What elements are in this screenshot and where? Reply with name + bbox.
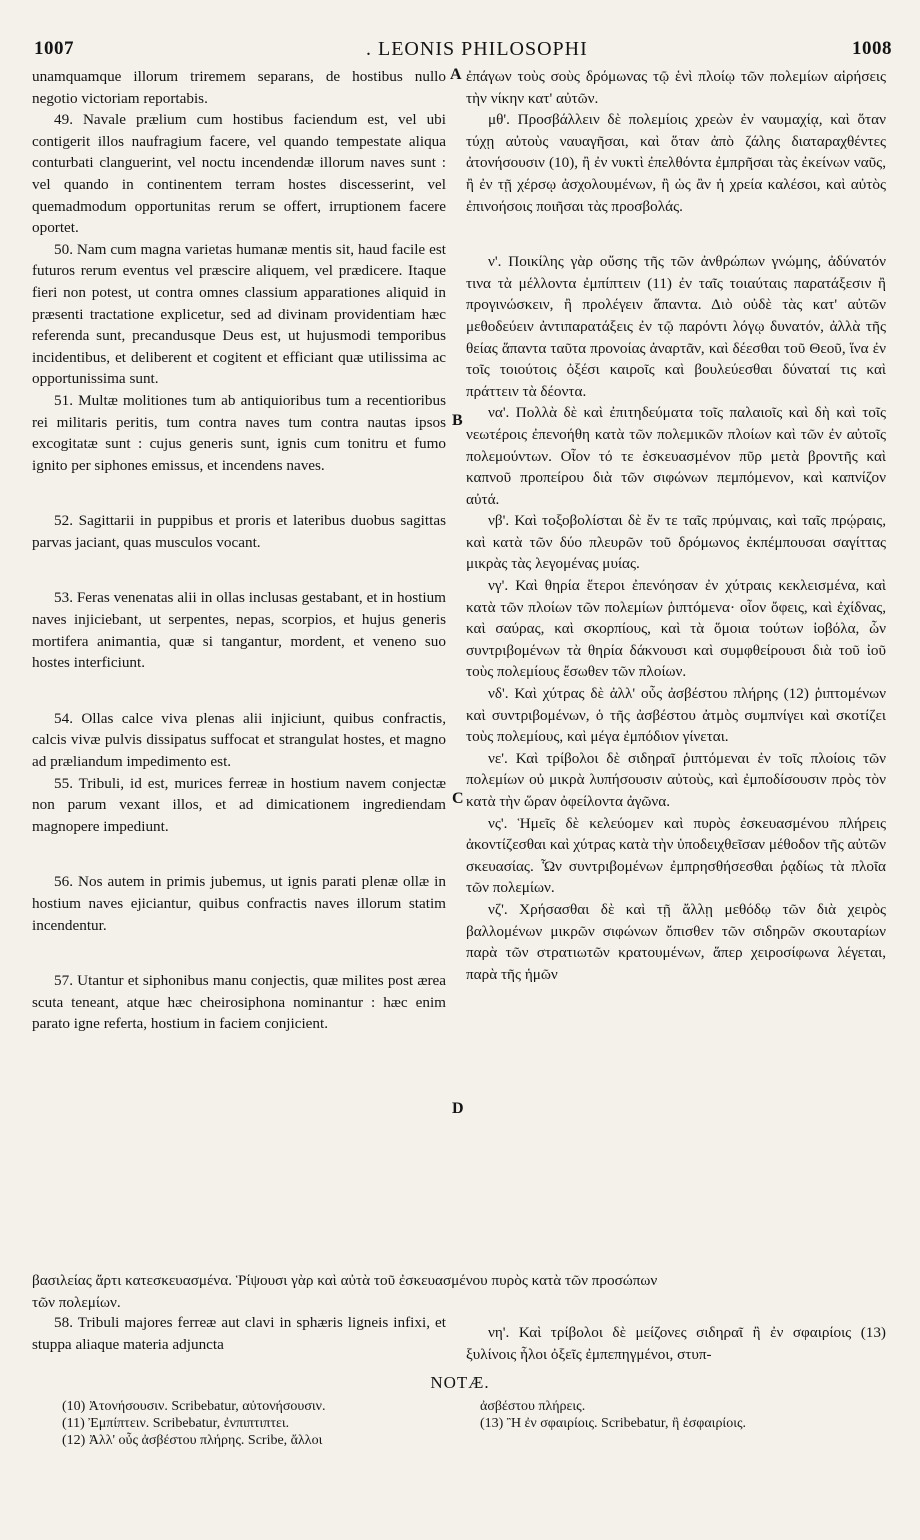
greek-paragraph-58: νη'. Καὶ τρίβολοι δὲ μείζονες σιδηραῖ ἢ ἐν σφαιρίοις (13) ξυλίνοις ἧλοι ὀξεῖς ἐμπεπηγμένοι, στυπ- <box>466 1324 886 1363</box>
greek-paragraph-54: νδ'. Καὶ χύτρας δὲ ἀλλ' οὖς ἀσβέστου πλήρης (12) ῥιπτομένων καὶ συντριβομένων, ὁ τῆς ἀσβέστου ἀτμὸς συμπνίγει καὶ σκοτίζει τοὺς πολεμίους, καὶ μέγα ἐμπόδιον γίνεται. <box>466 685 886 746</box>
bridge-line-1: βασιλείας ἄρτι κατεσκευασμένα. Ῥίψουσι γὰρ καὶ αὐτὰ τοῦ ἐσκευασμένου πυρὸς κατὰ τῶν προσώπων <box>32 1272 658 1289</box>
greek-paragraph-56: νς'. Ἡμεῖς δὲ κελεύομεν καὶ πυρὸς ἐσκευασμένου πλήρεις ἀκοντίζεσθαι καὶ χύτρας κατὰ τὴν ὑποδειχθεῖσαν μέθοδον τῆς αὐτῶν σκευασίας. Ὧν συντριβομένων ἐμπρησθήσεσθαι ῥᾳδίως τὰ πλοῖα τῶν πολεμίων. <box>466 814 886 897</box>
latin-paragraph-52: 52. Sagittarii in puppibus et proris et lateribus duobus sagittas parvas jaciant, quas musculos vocant. <box>32 512 446 551</box>
note-13: (13) Ἢ ἐν σφαιρίοις. Scribebatur, ἢ ἐσφαιρίοις. <box>480 1416 747 1431</box>
latin-paragraph-56: 56. Nos autem in primis jubemus, ut ignis parati plenæ ollæ in hostium naves ejiciantur, quibus confractis naves illorum statim incendentur. <box>32 873 446 934</box>
notes-right-column <box>480 1398 900 1432</box>
latin-paragraph-50: 50. Nam cum magna varietas humanæ mentis sit, haud facile est futuros rerum eventus vel præscire aliquem, vel prædicere. Itaque fieri non potest, ut contra omnes classium apparationes aliquid in præsenti tractatione explicetur, sed ad divinam providentiam hæc referenda sunt, precandusque Deus est, ut hujusmodi temporibus incidentibus, et deliberent et cogitent et efficiant quæ utilissima ac opportunissima sunt. <box>32 240 446 388</box>
note-12: (12) Ἀλλ' οὖς ἀσβέστου πλήρης. Scribe, ἄλλοι <box>62 1433 323 1448</box>
note-12-continuation: ἀσβέστου πλήρεις. <box>480 1399 586 1414</box>
greek-paragraph-continuation: ἐπάγων τοὺς σοὺς δρόμωνας τῷ ἑνὶ πλοίῳ τῶν πολεμίων αἱρήσεις τὴν νίκην κατ' αὐτῶν. <box>466 68 886 107</box>
page-number-right: 1008 <box>852 38 892 59</box>
notes-left-column <box>62 1398 482 1449</box>
latin-paragraph-58: 58. Tribuli majores ferreæ aut clavi in sphæris ligneis infixi, et stuppa aliaque materia adjuncta <box>32 1314 446 1353</box>
latin-paragraph-51: 51. Multæ molitiones tum ab antiquioribus tum a recentioribus rei militaris peritis, tum contra naves tum contra nautas ipsos excogitatæ sunt : cujus generis sunt, ignis cum tonitru et fumo ignito per siphones emissus, et incendens naves. <box>32 391 446 474</box>
notes-heading: NOTÆ. <box>430 1373 490 1392</box>
latin-paragraph-54: 54. Ollas calce viva plenas alii injiciunt, quibus confractis, calcis vivæ pulvis dissipatus suffocat et strangulat hostes, et magno ad præliandum impedimento est. <box>32 709 446 771</box>
latin-paragraph-57: 57. Utantur et siphonibus manu conjectis, quæ milites post ærea scuta teneant, atque hæc cheirosiphona nominantur : hæc enim parato igne referta, hostium in faciem conjicient. <box>32 972 446 1033</box>
greek-paragraph-51: να'. Πολλὰ δὲ καὶ ἐπιτηδεύματα τοῖς παλαιοῖς καὶ δὴ καὶ τοῖς νεωτέροις ἐπενοήθη κατὰ τῶν πολεμικῶν πλοίων καὶ τῶν ἐν αὐτοῖς πολεμούντων. Οἷον τό τε ἐσκευασμένον πῦρ μετὰ βροντῆς καὶ καπνοῦ προπείρου διὰ τῶν σιφώνων πεμπόμενον, καὶ καπνίζον αὐτά. <box>466 404 886 508</box>
greek-column <box>466 66 886 985</box>
note-11: (11) Ἐμπίπτειν. Scribebatur, ἐνπιπτιπτει. <box>62 1416 290 1431</box>
greek-paragraph-52: νβ'. Καὶ τοξοβολίσται δὲ ἔν τε ταῖς πρύμναις, καὶ ταῖς πρῴραις, καὶ κατὰ τῶν δύο πλευρῶν τοῦ δρόμωνος ἐκπέμπουσαι σαγίττας μικρὰς τὰς λεγομένας μυίας. <box>466 512 886 573</box>
latin-column <box>32 66 446 1035</box>
page-number-left: 1007 <box>34 38 74 59</box>
margin-letter-d: D <box>452 1100 464 1117</box>
margin-letter-c: C <box>452 790 464 807</box>
latin-paragraph-continuation: unamquamque illorum triremem separans, de hostibus nullo negotio victoriam reportabis. <box>32 68 446 107</box>
greek-column-bottom <box>466 1322 886 1365</box>
margin-letter-b: B <box>452 412 463 429</box>
margin-letter-a: A <box>450 66 462 83</box>
bridge-line-2: τῶν πολεμίων. <box>32 1293 121 1311</box>
latin-paragraph-55: 55. Tribuli, id est, murices ferreæ in hostium navem conjectæ non parum vexant illos, et ad dimicationem ingrediendam magnopere impediunt. <box>32 774 446 835</box>
greek-paragraph-49: μθ'. Προσβάλλειν δὲ πολεμίοις χρεὼν ἐν ναυμαχίᾳ, καὶ ὅταν τύχῃ αὐτοὺς ναυαγῆσαι, καὶ ὅταν ἀπὸ ζάλης διαταραχθέντες ἀτονήσουσιν (10), ἢ ἐν νυκτὶ ἐπελθόντα ἐμπρῆσαι τὰς ἐκείνων ναῦς, ἢ ἐν τῇ χέρσῳ ἀσχολουμένων, ἢ ὡς ἂν ἡ χρεία καλέσοι, καὶ αὐτὸς ἐπινοήσοις ποιῆσαι τὰς προσβολάς. <box>466 111 886 215</box>
latin-paragraph-49: 49. Navale prælium cum hostibus faciendum est, vel ubi contigerit illos naufragium facere, vel quando tempestate aliqua conturbati clanguerint, vel noctu incendendæ illorum naves sunt : vel quando in continentem terram hostes discesserint, vel quemadmodum opportunitas rerum se offert, irruptionem facere oportet. <box>32 111 446 237</box>
latin-column-bottom <box>32 1312 446 1355</box>
full-width-greek-line <box>32 1270 892 1313</box>
greek-paragraph-50: ν'. Ποικίλης γὰρ οὔσης τῆς τῶν ἀνθρώπων γνώμης, ἀδύνατόν τινα τὰ μέλλοντα ἐμπίπτειν (11) ἐν ταῖς τοιαύταις παρατάξεσιν ἢ προγινώσκειν, ἢ προλέγειν ἅπαντα. Διὸ οὐδὲ τὰς κατ' αὐτῶν μεθοδεύειν ἀντιπαρατάξεις ἐν τῷ παρόντι λόγῳ δυνατόν, ἀλλὰ τῆς θείας ἅπαντα ταῦτα προνοίας ἀναρτᾶν, καὶ δέεσθαι τοῦ Θεοῦ, ἵνα ἐν τοῖς τοιούτοις ὀξέσι καιροῖς καὶ βουλεύεσθαι δύναταί τις καὶ πράττειν τὰ δέοντα. <box>466 253 886 400</box>
greek-paragraph-53: νγ'. Καὶ θηρία ἕτεροι ἐπενόησαν ἐν χύτραις κεκλεισμένα, καὶ κατὰ τῶν πλοίων τῶν πολεμίων ῥιπτόμενα· οἷον ὄφεις, καὶ ἐχίδνας, καὶ σαύρας, καὶ σκορπίους, καὶ τὰ ὅμοια τούτων ἰοβόλα, ὧν συντριβομένων τὰ θηρία δάκνουσι καὶ συμφθείρουσι διὰ τοῦ ἰοῦ τοὺς πολεμίους ἔσωθεν τῶν πλοίων. <box>466 577 886 681</box>
running-head <box>26 38 892 60</box>
greek-paragraph-57: νζ'. Χρήσασθαι δὲ καὶ τῇ ἄλλῃ μεθόδῳ τῶν διὰ χειρὸς βαλλομένων μικρῶν σιφώνων ὄπισθεν τῶν σιδηρῶν σκουταρίων παρὰ τῶν στρατιωτῶν κρατουμένων, ἅπερ χειροσίφωνα λέγεται, παρὰ τῆς ἡμῶν <box>466 900 886 983</box>
greek-paragraph-55: νε'. Καὶ τρίβολοι δὲ σιδηραῖ ῥιπτόμεναι ἐν τοῖς πλοίοις τῶν πολεμίων οὐ μικρὰ λυπήσουσιν αὐτοὺς, καὶ ἐμποδίσουσιν πρὸς τὸν κατὰ τὴν ὥραν ὀφείλοντα ἀγῶνα. <box>466 749 886 810</box>
latin-paragraph-53: 53. Feras venenatas alii in ollas inclusas gestabant, et in hostium naves injiciebant, ut serpentes, nepas, scorpios, et hujus generis mortifera animantia, quæ si tangantur, mordent, et veneno suo hostes interficiunt. <box>32 589 446 672</box>
note-10: (10) Ἀτονήσουσιν. Scribebatur, αὐτονήσουσιν. <box>62 1399 326 1414</box>
running-head-title: . LEONIS PHILOSOPHI <box>366 38 588 60</box>
